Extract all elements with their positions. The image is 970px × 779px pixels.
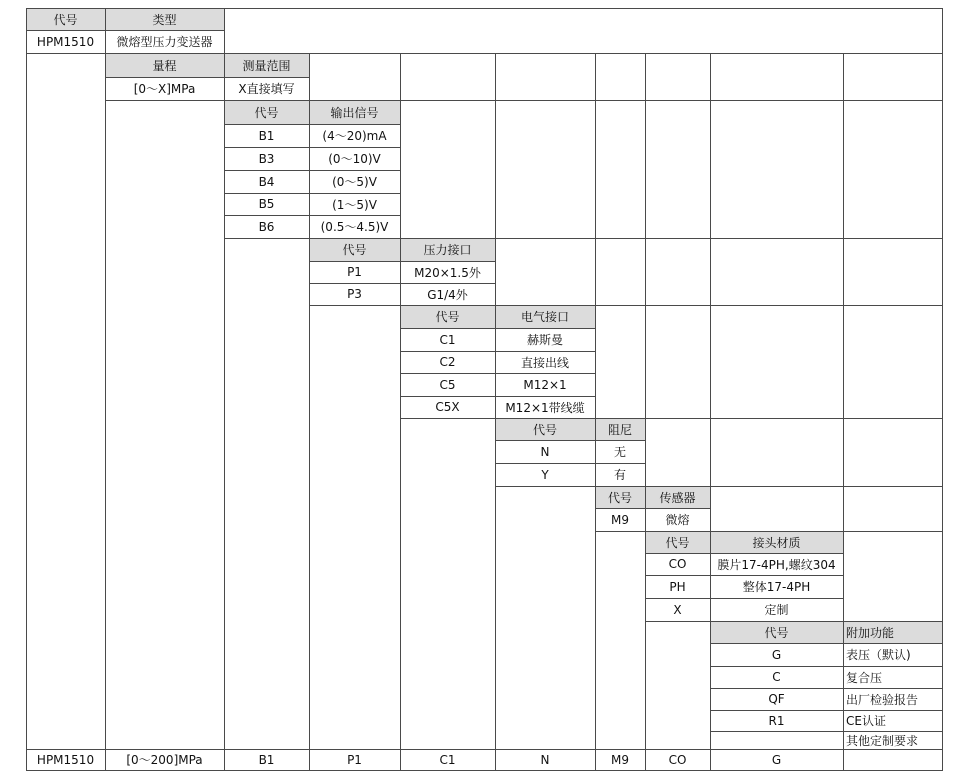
electrical-desc: 直接出线 xyxy=(520,355,569,370)
damping-desc: 有 xyxy=(613,468,626,482)
example-cell: C1 xyxy=(439,752,456,767)
grid-line xyxy=(224,53,225,771)
grid-line xyxy=(309,305,943,306)
grid-line xyxy=(400,418,943,419)
grid-line xyxy=(400,373,596,374)
grid-line xyxy=(495,463,646,464)
grid-line xyxy=(309,261,496,262)
output-header-desc: 输出信号 xyxy=(309,100,400,124)
damping-code: Y xyxy=(541,467,549,482)
extra-code xyxy=(710,731,843,749)
grid-line xyxy=(495,53,496,771)
grid-line xyxy=(224,147,401,148)
grid-line xyxy=(710,731,943,732)
grid-line xyxy=(710,643,943,644)
pressure_port-code: P3 xyxy=(347,287,362,301)
extra-desc: 表压（默认) xyxy=(846,648,911,662)
electrical-desc: M12×1带线缆 xyxy=(505,400,585,415)
example-cell: P1 xyxy=(347,752,362,767)
example-cell: M9 xyxy=(611,752,629,767)
grid-line xyxy=(26,749,943,750)
sensor-header-code: 代号 xyxy=(595,486,645,508)
extra-desc: 其他定制要求 xyxy=(846,733,919,748)
example-cell: [0～200]MPa xyxy=(126,753,203,767)
grid-line xyxy=(595,531,943,532)
grid-line xyxy=(645,553,844,554)
grid-line xyxy=(224,124,401,125)
output-code: B4 xyxy=(258,174,275,189)
extra-header-code: 代号 xyxy=(710,621,843,643)
pressure_port-desc: M20×1.5外 xyxy=(414,265,481,280)
output-desc: (0.5～4.5)V xyxy=(320,220,389,234)
electrical-desc: M12×1 xyxy=(523,377,567,392)
grid-line xyxy=(26,8,27,771)
material-desc: 膜片17-4PH,螺纹304 xyxy=(717,557,836,572)
range-header-code: 量程 xyxy=(105,53,224,77)
grid-line xyxy=(710,688,943,689)
extra-desc: CE认证 xyxy=(846,714,886,728)
grid-line xyxy=(495,486,943,487)
extra-code: G xyxy=(771,647,782,662)
electrical-code: C2 xyxy=(439,355,456,369)
extra-code: R1 xyxy=(768,713,785,728)
grid-line xyxy=(105,100,943,101)
grid-line xyxy=(400,351,596,352)
grid-line xyxy=(400,328,596,329)
grid-line xyxy=(595,53,596,771)
grid-line xyxy=(224,170,401,171)
electrical-code: C5X xyxy=(435,400,460,414)
range-header-desc: 测量范围 xyxy=(224,53,309,77)
pressure_port-desc: G1/4外 xyxy=(427,287,468,302)
grid-line xyxy=(400,396,596,397)
grid-line xyxy=(710,666,943,667)
material-header-desc: 接头材质 xyxy=(710,531,843,553)
electrical-code: C1 xyxy=(439,332,456,347)
example-cell: N xyxy=(540,752,550,767)
output-code: B6 xyxy=(258,219,275,234)
grid-line xyxy=(224,8,225,54)
damping-header-desc: 阻尼 xyxy=(595,418,645,440)
example-cell: B1 xyxy=(258,752,275,767)
grid-line xyxy=(843,53,844,771)
material-code: X xyxy=(673,602,682,617)
grid-line xyxy=(105,77,310,78)
sensor-desc: 微熔 xyxy=(665,513,690,527)
output-header-code: 代号 xyxy=(224,100,309,124)
grid-line xyxy=(309,53,310,771)
grid-line xyxy=(595,508,711,509)
grid-line xyxy=(645,53,646,771)
pressure_port-header-code: 代号 xyxy=(309,238,400,261)
grid-line xyxy=(495,440,646,441)
grid-line xyxy=(26,53,943,54)
material-header-code: 代号 xyxy=(645,531,710,553)
example-cell: G xyxy=(771,752,782,767)
extra-desc: 复合压 xyxy=(846,670,883,685)
output-code: B5 xyxy=(258,197,275,211)
range-desc: X直接填写 xyxy=(238,82,295,96)
output-desc: (1～5)V xyxy=(332,197,377,212)
grid-line xyxy=(105,53,106,771)
damping-header-code: 代号 xyxy=(495,418,595,440)
grid-line xyxy=(309,283,496,284)
grid-line xyxy=(710,710,943,711)
material-code: CO xyxy=(668,557,687,571)
output-desc: (0～5)V xyxy=(332,175,377,189)
grid-line xyxy=(645,575,844,576)
grid-line xyxy=(645,598,844,599)
output-code: B3 xyxy=(258,151,275,166)
model-type: 微熔型压力变送器 xyxy=(116,35,213,49)
grid-line xyxy=(942,621,943,750)
grid-line xyxy=(224,215,401,216)
sensor-header-desc: 传感器 xyxy=(645,486,710,508)
damping-code: N xyxy=(540,444,550,459)
extra-header-desc: 附加功能 xyxy=(843,621,942,643)
pressure_port-code: P1 xyxy=(347,265,362,279)
electrical-header-code: 代号 xyxy=(400,305,495,328)
material-code: PH xyxy=(669,579,686,594)
extra-code: QF xyxy=(768,692,785,706)
extra-desc: 出厂检验报告 xyxy=(846,692,919,707)
output-desc: (4～20)mA xyxy=(322,129,387,143)
electrical-code: C5 xyxy=(439,377,456,392)
grid-line xyxy=(26,30,225,31)
grid-line xyxy=(645,621,943,622)
header-code-label: 代号 xyxy=(26,8,105,30)
material-desc: 定制 xyxy=(764,603,789,617)
grid-line xyxy=(710,53,711,771)
electrical-header-desc: 电气接口 xyxy=(495,305,595,328)
grid-line xyxy=(224,193,401,194)
electrical-desc: 赫斯曼 xyxy=(526,333,563,347)
extra-code: C xyxy=(772,670,781,684)
example-cell: CO xyxy=(668,752,687,767)
example-cell: HPM1510 xyxy=(36,752,95,767)
material-desc: 整体17-4PH xyxy=(742,580,811,594)
damping-desc: 无 xyxy=(613,445,626,459)
grid-line xyxy=(26,770,943,771)
sensor-code: M9 xyxy=(611,512,629,527)
range-code: [0～X]MPa xyxy=(133,82,196,96)
model-code: HPM1510 xyxy=(36,34,95,49)
grid-line xyxy=(400,53,401,771)
grid-line xyxy=(26,8,943,9)
output-code: B1 xyxy=(258,128,275,143)
output-desc: (0～10)V xyxy=(328,152,381,166)
grid-line xyxy=(105,8,106,54)
pressure_port-header-desc: 压力接口 xyxy=(400,238,495,261)
grid-line xyxy=(224,238,943,239)
header-type-label: 类型 xyxy=(105,8,224,30)
